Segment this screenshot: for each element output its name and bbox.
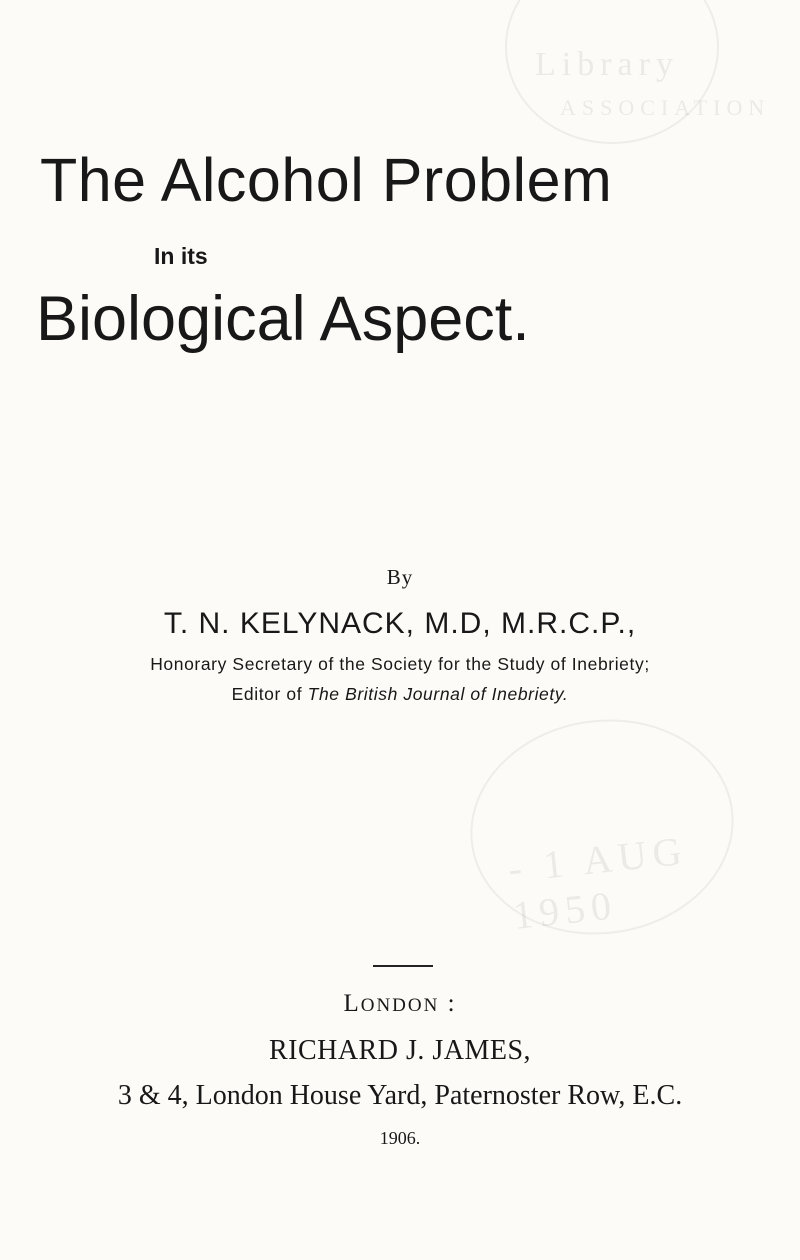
book-title: The Alcohol Problem bbox=[40, 146, 613, 214]
date-stamp-text: - 1 AUG 1950 bbox=[505, 827, 690, 938]
credential-prefix: Editor of bbox=[231, 684, 308, 704]
by-label: By bbox=[386, 565, 414, 589]
library-stamp-top-text: Library bbox=[535, 46, 679, 83]
library-stamp-top-subtext: ASSOCIATION bbox=[560, 95, 771, 120]
author-credential-2 bbox=[0, 684, 800, 705]
subtitle-connector: In its bbox=[154, 243, 208, 269]
author-name: T. N. KELYNACK, M.D, M.R.C.P., bbox=[163, 607, 637, 640]
imprint-place-suffix: : bbox=[439, 990, 457, 1017]
imprint-year: 1906. bbox=[379, 1128, 421, 1148]
author-credential-1: Honorary Secretary of the Society for the Study of Inebriety; bbox=[150, 654, 650, 674]
book-subtitle: Biological Aspect. bbox=[36, 284, 530, 354]
imprint-place-initial: L bbox=[343, 990, 361, 1017]
journal-title: The British Journal of Inebriety. bbox=[307, 684, 569, 704]
imprint-place-rest: ONDON bbox=[360, 995, 440, 1016]
divider-rule bbox=[373, 965, 433, 967]
imprint-publisher: RICHARD J. JAMES, bbox=[268, 1035, 532, 1066]
imprint-address: 3 & 4, London House Yard, Paternoster Row, E.C. bbox=[117, 1080, 683, 1111]
imprint-place bbox=[0, 990, 800, 1018]
